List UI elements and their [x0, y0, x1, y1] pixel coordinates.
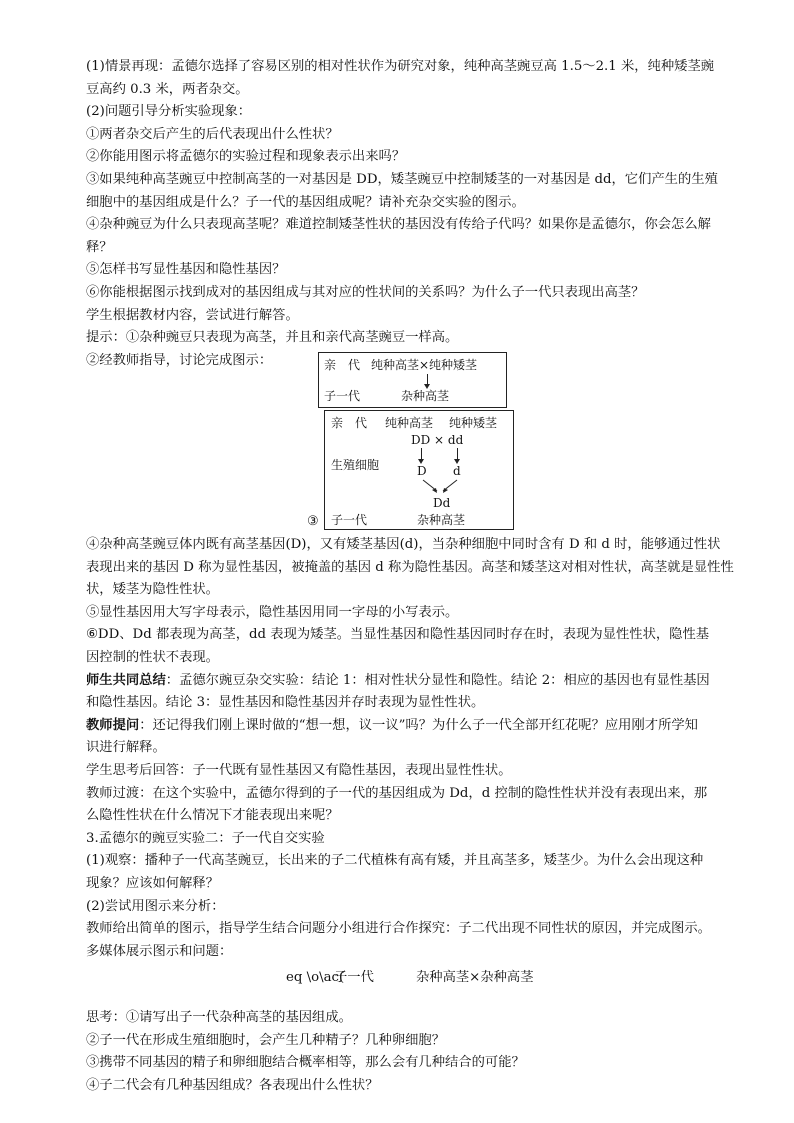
diagram2-parent-label: 亲 代	[331, 416, 368, 430]
hint-1: 提示：①杂种豌豆只表现为高茎，并且和亲代高茎豌豆一样高。	[86, 330, 459, 346]
student-answer: 学生思考后回答：子一代既有显性基因又有隐性基因，表现出显性性状。	[86, 762, 512, 778]
diagram2-arrow-right	[457, 448, 458, 460]
cross-diagram-simple	[318, 352, 507, 408]
question-lead: 教师提问	[86, 717, 140, 733]
summary-lead: 师生共同总结	[86, 672, 166, 688]
section-heading-experiment-2: 3.孟德尔的豌豆实验二：子一代自交实验	[86, 830, 325, 846]
teacher-question-line1	[86, 715, 740, 738]
explain-4-line3: 状，矮茎为隐性性状。	[86, 582, 219, 598]
diagram1-parent-label: 亲 代	[324, 358, 361, 372]
summary-line1	[86, 670, 740, 693]
document-body	[86, 56, 740, 372]
question-3-line1: ③如果纯种高茎豌豆中控制高茎的一对基因是 DD，矮茎豌豆中控制矮茎的一对基因是 dd，它们产生的生殖	[86, 171, 718, 187]
eq-label: 子一代	[334, 970, 374, 986]
explain-6-line2: 因控制的性状不表现。	[86, 649, 219, 665]
think-2: ②子一代在形成生殖细胞时，会产生几种精子？几种卵细胞？	[86, 1032, 446, 1048]
observation-line1: (1)观察：播种子一代高茎豌豆，长出来的子二代植株有高有矮，并且高茎多，矮茎少。为什么会出现这种	[86, 853, 704, 869]
observation-line2: 现象？应该如何解释？	[86, 875, 219, 891]
diagram2-gamete-d: d	[453, 464, 461, 478]
summary-line2: 和隐性基因。结论 3：显性基因和隐性基因并存时表现为显性性状。	[86, 695, 485, 711]
diagram2-arrow-left	[421, 448, 422, 460]
explain-4-line2: 表现出来的基因 D 称为显性基因，被掩盖的基因 d 称为隐性基因。高茎和矮茎这对相对性状，高茎就是显性性	[86, 559, 734, 575]
eq-text: 杂种高茎×杂种高茎	[416, 970, 534, 986]
explain-4-line1: ④杂种高茎豌豆体内既有高茎基因(D)，又有矮茎基因(d)，当杂种细胞中同时含有 D 和 d 时，能够通过性状	[86, 537, 721, 552]
diagram2-offspring-genotype: Dd	[433, 496, 451, 510]
paragraph-guide-heading: (2)问题引导分析实验现象：	[86, 104, 252, 120]
teacher-guidance: 教师给出简单的图示，指导学生结合问题分小组进行合作探究：子二代出现不同性状的原因，并完成图示。	[86, 921, 711, 937]
diagram1-f1-text: 杂种高茎	[401, 389, 450, 403]
teacher-transition-2: 么隐性性状在什么情况下才能表现出来呢？	[86, 808, 339, 824]
teacher-transition-1: 教师过渡：在这个实验中，孟德尔得到的子一代的基因组成为 Dd，d 控制的隐性性状并没有表现出来，那	[86, 785, 708, 801]
diagram2-merge-arrows	[417, 479, 465, 495]
think-3: ③携带不同基因的精子和卵细胞结合概率相等，那么会有几种结合的可能？	[86, 1055, 525, 1071]
multimedia-display: 多媒体展示图示和问题：	[86, 943, 233, 959]
diagram2-parent-tall: 纯种高茎	[385, 416, 434, 430]
diagram2-parent-short: 纯种矮茎	[449, 416, 498, 430]
diagram1-f1-label: 子一代	[324, 389, 361, 403]
paragraph-scenario-2: 豆高约 0.3 米，两者杂交。	[86, 81, 249, 97]
diagram2-gamete-label: 生殖细胞	[331, 458, 380, 472]
document-body-continued	[86, 534, 740, 1098]
hint-2: ②经教师指导，讨论完成图示：	[86, 352, 273, 368]
diagram2-f1-label: 子一代	[331, 513, 368, 527]
diagram2-cross: DD × dd	[411, 433, 464, 447]
diagram1-arrow	[427, 374, 428, 385]
diagram2-marker: ③	[307, 514, 319, 529]
eq-prefix: eq \o\ac(	[286, 970, 345, 986]
question-text: ：还记得我们刚上课时做的“想一想，议一议”吗？为什么子一代全部开红花呢？应用刚才所学知	[139, 717, 698, 733]
question-4-line1: ④杂种豌豆为什么只表现高茎呢？难道控制矮茎性状的基因没有传给子代吗？如果你是孟德尔，你会怎么解	[86, 217, 711, 233]
think-1: 思考：①请写出子一代杂种高茎的基因组成。	[86, 1010, 352, 1026]
student-attempt: 学生根据教材内容，尝试进行解答。	[86, 307, 299, 323]
paragraph-scenario-1: (1)情景再现：孟德尔选择了容易区别的相对性状作为研究对象，纯种高茎豌豆高 1.5～2.1 米，纯种矮茎豌	[86, 59, 715, 74]
question-2: ②你能用图示将孟德尔的实验过程和现象表示出来吗？	[86, 149, 406, 165]
diagram2-gamete-D: D	[417, 464, 427, 478]
summary-text: ：孟德尔豌豆杂交实验：结论 1：相对性状分显性和隐性。结论 2：相应的基因也有显性基因	[165, 672, 710, 688]
question-1: ①两者杂交后产生的后代表现出什么性状？	[86, 126, 339, 142]
question-5: ⑤怎样书写显性基因和隐性基因？	[86, 262, 286, 278]
diagram-analysis-heading: (2)尝试用图示来分析：	[86, 898, 225, 914]
question-4-line2: 释？	[86, 239, 113, 255]
think-4: ④子二代会有几种基因组成？各表现出什么性状？	[86, 1078, 379, 1094]
eq-line	[86, 963, 740, 993]
question-3-line2: 细胞中的基因组成是什么？子一代的基因组成呢？请补充杂交实验的图示。	[86, 194, 525, 210]
diagram1-parent-text: 纯种高茎×纯种矮茎	[371, 358, 478, 372]
diagram2-f1-text: 杂种高茎	[417, 513, 466, 527]
explain-5: ⑤显性基因用大写字母表示，隐性基因用同一字母的小写表示。	[86, 604, 459, 620]
teacher-question-line2: 识进行解释。	[86, 740, 166, 756]
explain-6-line1: ⑥DD、Dd 都表现为高茎，dd 表现为矮茎。当显性基因和隐性基因同时存在时，表现为显性性状，隐性基	[86, 627, 710, 643]
question-6: ⑥你能根据图示找到成对的基因组成与其对应的性状间的关系吗？为什么子一代只表现出高茎？	[86, 284, 645, 300]
cross-diagram-genes	[324, 410, 514, 530]
